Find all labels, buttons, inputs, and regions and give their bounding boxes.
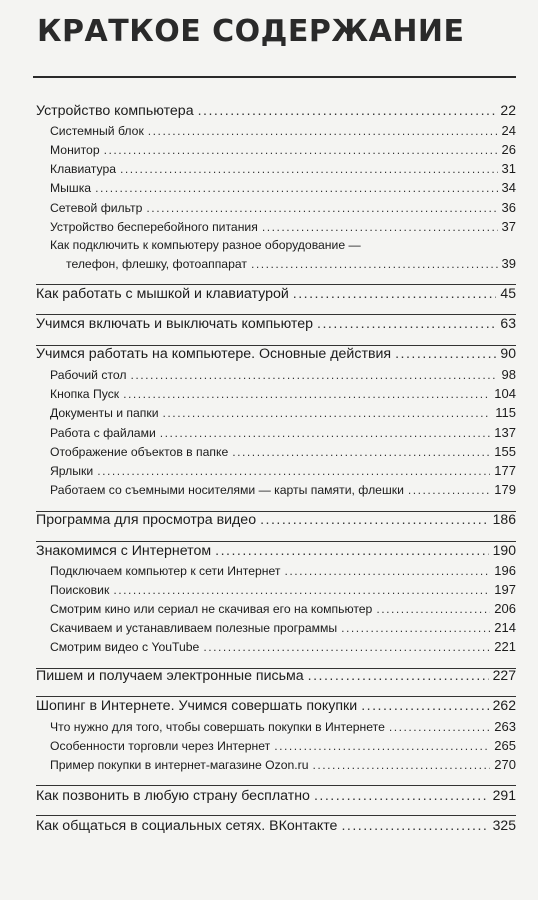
page-number: 63: [500, 315, 516, 331]
toc-subsection: [36, 123, 516, 138]
toc-subsection: [36, 425, 516, 440]
dot-leader: [203, 640, 490, 654]
page-number: 325: [492, 817, 516, 833]
toc-section: [36, 511, 516, 528]
toc-subsection: [36, 238, 516, 252]
dot-leader: [198, 103, 497, 119]
title-rule: [33, 76, 516, 78]
toc-section: [36, 345, 516, 362]
toc-subsection: [36, 463, 516, 478]
subsection-title: Отображение объектов в папке: [50, 445, 229, 459]
dot-leader: [120, 162, 498, 176]
toc-section: [36, 315, 516, 332]
dot-leader: [146, 201, 497, 215]
dot-leader: [361, 698, 488, 714]
page-number: 37: [501, 219, 516, 234]
dot-leader: [131, 368, 498, 382]
subsection-title: Смотрим видео с YouTube: [50, 640, 200, 654]
dot-leader: [314, 788, 489, 804]
toc-section: [36, 102, 516, 119]
subsection-title: Мышка: [50, 181, 92, 195]
dot-leader: [104, 143, 498, 157]
page-number: 270: [494, 757, 516, 772]
subsection-title: Системный блок: [50, 124, 144, 138]
page-number: 179: [494, 482, 516, 497]
dot-leader: [262, 220, 498, 234]
dot-leader: [232, 445, 490, 459]
dot-leader: [260, 512, 489, 528]
page-number: 262: [492, 697, 516, 713]
subsection-title: Смотрим кино или сериал не скачивая его на компьютер: [50, 602, 373, 616]
toc-subsection: [36, 444, 516, 459]
page-number: 36: [501, 200, 516, 215]
page-number: 45: [500, 285, 516, 301]
section-title: Как работать с мышкой и клавиатурой: [36, 286, 289, 302]
subsection-title: Устройство бесперебойного питания: [50, 220, 258, 234]
page-number: 115: [495, 405, 516, 420]
page-number: 206: [494, 601, 516, 616]
page-number: 155: [494, 444, 516, 459]
toc-subsection: [36, 601, 516, 616]
page-number: 98: [501, 367, 516, 382]
dot-leader: [123, 387, 490, 401]
page-number: 227: [492, 667, 516, 683]
toc-subsection: [36, 482, 516, 497]
subsection-title: Особенности торговли через Интернет: [50, 739, 271, 753]
section-title: Программа для просмотра видео: [36, 512, 257, 528]
dot-leader: [215, 543, 489, 559]
toc-subsection: [36, 639, 516, 654]
dot-leader: [113, 583, 490, 597]
dot-leader: [160, 426, 491, 440]
subsection-title-continued: телефон, флешку, фотоаппарат: [66, 257, 247, 271]
dot-leader: [317, 316, 496, 332]
subsection-title: Ярлыки: [50, 464, 94, 478]
section-divider: [36, 815, 516, 816]
page-number: 196: [494, 563, 516, 578]
page-number: 104: [494, 386, 516, 401]
section-title: Пишем и получаем электронные письма: [36, 668, 304, 684]
toc-subsection: [36, 738, 516, 753]
dot-leader: [251, 257, 498, 271]
toc-section: [36, 542, 516, 559]
page-number: 265: [494, 738, 516, 753]
toc-section: [36, 787, 516, 804]
subsection-title: Скачиваем и устанавливаем полезные программы: [50, 621, 338, 635]
page-number: 31: [501, 161, 516, 176]
subsection-title: Кнопка Пуск: [50, 387, 120, 401]
dot-leader: [389, 720, 490, 734]
toc-subsection: [36, 219, 516, 234]
page-number: 291: [492, 787, 516, 803]
page-number: 90: [500, 345, 516, 361]
subsection-title: Клавиатура: [50, 162, 117, 176]
section-divider: [36, 785, 516, 786]
toc-subsection-continued: [36, 256, 516, 271]
dot-leader: [395, 346, 496, 362]
toc-section: [36, 667, 516, 684]
section-title: Шопинг в Интернете. Учимся совершать покупки: [36, 698, 358, 714]
dot-leader: [408, 483, 490, 497]
dot-leader: [308, 668, 489, 684]
toc-section: [36, 697, 516, 714]
dot-leader: [293, 286, 497, 302]
toc-subsection: [36, 405, 516, 420]
subsection-title: Что нужно для того, чтобы совершать покупки в Интернете: [50, 720, 385, 734]
page-number: 197: [494, 582, 516, 597]
section-title: Устройство компьютера: [36, 103, 194, 119]
section-title: Знакомимся с Интернетом: [36, 543, 212, 559]
section-title: Как позвонить в любую страну бесплатно: [36, 788, 310, 804]
page-number: 39: [501, 256, 516, 271]
page-number: 190: [492, 542, 516, 558]
page-number: 24: [501, 123, 516, 138]
section-title: Как общаться в социальных сетях. ВКонтакте: [36, 818, 338, 834]
section-title: Учимся работать на компьютере. Основные действия: [36, 346, 392, 362]
dot-leader: [148, 124, 498, 138]
toc-subsection: [36, 142, 516, 157]
subsection-title: Документы и папки: [50, 406, 159, 420]
toc-subsection: [36, 620, 516, 635]
toc-subsection: [36, 161, 516, 176]
page-title: КРАТКОЕ СОДЕРЖАНИЕ: [37, 14, 465, 49]
dot-leader: [97, 464, 490, 478]
page-number: 214: [494, 620, 516, 635]
page-number: 186: [492, 511, 516, 527]
toc-subsection: [36, 367, 516, 382]
toc-subsection: [36, 386, 516, 401]
subsection-title: Работаем со съемными носителями — карты памяти, флешки: [50, 483, 404, 497]
page-number: 137: [494, 425, 516, 440]
page-number: 26: [501, 142, 516, 157]
page-number: 22: [500, 102, 516, 118]
toc-subsection: [36, 180, 516, 195]
dot-leader: [163, 406, 492, 420]
toc-section: [36, 285, 516, 302]
dot-leader: [284, 564, 490, 578]
toc-subsection: [36, 757, 516, 772]
subsection-title: Работа с файлами: [50, 426, 156, 440]
dot-leader: [341, 621, 490, 635]
subsection-title: Монитор: [50, 143, 100, 157]
section-title: Учимся включать и выключать компьютер: [36, 316, 314, 332]
toc-subsection: [36, 582, 516, 597]
toc-subsection: [36, 200, 516, 215]
subsection-title: Сетевой фильтр: [50, 201, 143, 215]
page-number: 221: [494, 639, 516, 654]
dot-leader: [376, 602, 490, 616]
subsection-title: Пример покупки в интернет-магазине Ozon.ru: [50, 758, 309, 772]
toc-subsection: [36, 563, 516, 578]
dot-leader: [274, 739, 490, 753]
dot-leader: [313, 758, 491, 772]
dot-leader: [341, 818, 488, 834]
page-number: 263: [494, 719, 516, 734]
page-number: 34: [501, 180, 516, 195]
subsection-title: Поисковик: [50, 583, 110, 597]
dot-leader: [95, 181, 497, 195]
subsection-title: Рабочий стол: [50, 368, 127, 382]
subsection-title: Подключаем компьютер к сети Интернет: [50, 564, 281, 578]
page-number: 177: [494, 463, 516, 478]
toc-subsection: [36, 719, 516, 734]
subsection-title: Как подключить к компьютеру разное оборудование —: [50, 238, 361, 252]
toc-section: [36, 817, 516, 834]
